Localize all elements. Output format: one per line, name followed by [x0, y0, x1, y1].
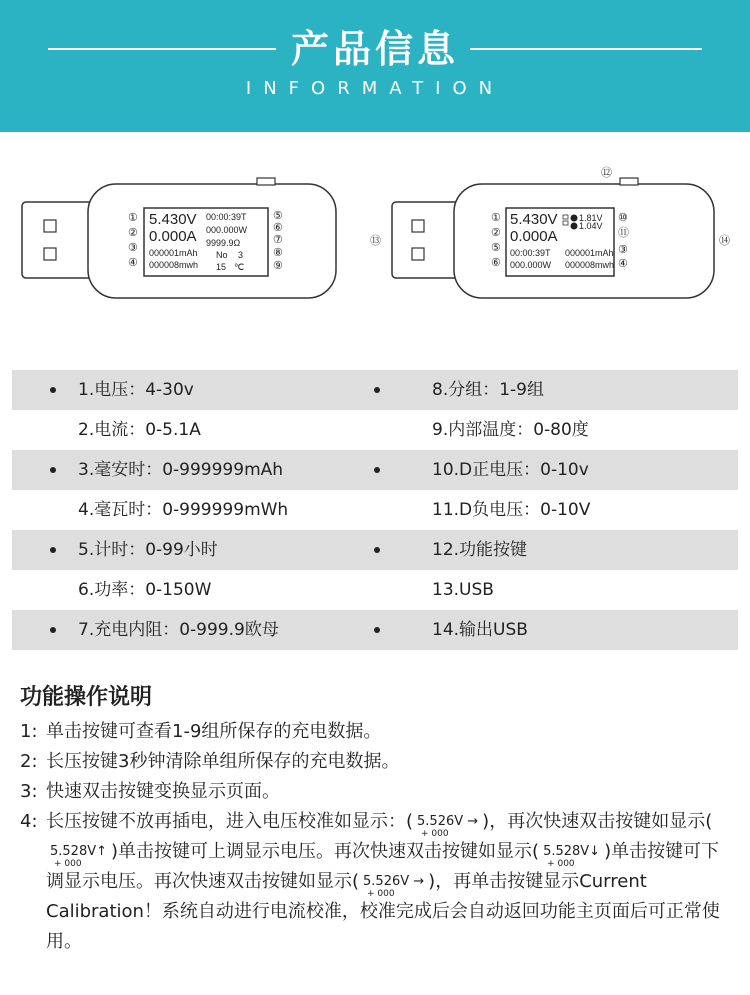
right-circle-2: ②	[491, 227, 501, 239]
left-group-value: 3	[238, 250, 244, 260]
left-circle-9: ⑨	[273, 260, 283, 272]
spec-right: 10.D正电压：0-10v	[432, 460, 589, 480]
instructions-heading: 功能操作说明	[20, 685, 153, 710]
spec-right: 8.分组：1-9组	[432, 380, 544, 400]
right-mwh: 000008mwh	[565, 260, 615, 270]
left-mwh: 000008mwh	[149, 260, 199, 270]
left-circle-5: ⑤	[273, 210, 283, 222]
spec-left: 6.功率：0-150W	[78, 580, 212, 600]
spec-left: 5.计时：0-99小时	[78, 540, 218, 560]
instruction-number: 1:	[20, 721, 38, 742]
right-voltage: 5.430V	[510, 211, 558, 228]
right-circle-10: ⑩	[618, 212, 628, 224]
spec-left: 2.电流：0-5.1A	[78, 420, 201, 440]
display-offset: + 000	[367, 889, 395, 899]
bullet-icon	[374, 547, 380, 553]
spec-row	[12, 490, 738, 530]
display-offset: + 000	[547, 859, 575, 869]
device-diagrams	[0, 160, 750, 340]
left-power: 000.000W	[206, 225, 248, 235]
left-resistance: 9999.9Ω	[206, 238, 241, 248]
right-circle-4: ④	[618, 258, 628, 270]
spec-right: 14.输出USB	[432, 620, 528, 640]
spec-row	[12, 370, 738, 410]
right-dplus: 1.81V	[579, 213, 603, 223]
display-sample	[46, 837, 111, 867]
spec-left: 7.充电内阻：0-999.9欧母	[78, 620, 279, 640]
left-time: 00:00:39T	[206, 212, 247, 222]
spec-left: 3.毫安时：0-999999mAh	[78, 460, 284, 480]
display-sample	[413, 807, 482, 837]
right-dminus: 1.04V	[579, 221, 603, 231]
right-circle-1: ①	[491, 212, 501, 224]
instruction-text-part: )，再单击按键显示Current Calibration！系统自动进行电流校准，校准完成后会自动返回功能主页面后可正常使用。	[46, 871, 720, 952]
right-circle-11: ⑪	[618, 227, 629, 239]
title-divider-left	[48, 48, 276, 50]
bullet-icon	[374, 467, 380, 473]
display-offset: + 000	[54, 859, 82, 869]
display-value: 5.528V↓	[543, 844, 601, 859]
right-circle-13: ⑬	[370, 235, 381, 247]
title-divider-right	[470, 48, 702, 50]
right-circle-3: ③	[618, 244, 628, 256]
spec-right: 9.内部温度：0-80度	[432, 420, 589, 440]
instruction-text: 单击按键可查看1-9组所保存的充电数据。	[46, 721, 382, 742]
left-current: 0.000A	[149, 228, 197, 245]
bullet-icon	[50, 627, 56, 633]
device-illustration	[0, 160, 750, 340]
right-power: 000.000W	[510, 260, 552, 270]
instruction-text-part: )单击按键可下调显示电压。再次快速双击按键如显示(	[46, 841, 720, 892]
page-subtitle: INFORMATION	[245, 78, 505, 99]
instruction-text-part: 长压按键不放再插电，进入电压校准如显示：(	[46, 811, 414, 832]
display-offset: + 000	[421, 829, 449, 839]
plus-icon	[571, 215, 578, 222]
instruction-item	[20, 807, 735, 957]
spec-table	[12, 370, 738, 650]
instruction-text: 快速双击按键变换显示页面。	[46, 781, 280, 802]
right-circle-6: ⑥	[491, 257, 501, 269]
right-circle-12: ⑫	[601, 167, 612, 179]
page-title: 产品信息	[290, 27, 459, 71]
instruction-item	[20, 747, 735, 777]
display-value: 5.526V →	[417, 814, 479, 829]
spec-right: 12.功能按键	[432, 540, 528, 560]
left-temp-value: 15	[216, 262, 227, 272]
instruction-text: 长压按键3秒钟清除单组所保存的充电数据。	[46, 751, 400, 772]
spec-right: 11.D负电压：0-10V	[432, 500, 591, 520]
device-left	[22, 178, 336, 298]
spec-row	[12, 450, 738, 490]
left-voltage: 5.430V	[149, 211, 197, 228]
left-circle-6: ⑥	[273, 222, 283, 234]
bullet-icon	[374, 627, 380, 633]
header-banner	[0, 0, 750, 132]
right-circle-14: ⑭	[719, 235, 730, 247]
left-circle-1: ①	[128, 212, 138, 224]
instruction-number: 3:	[20, 781, 38, 802]
bullet-icon	[50, 467, 56, 473]
bullet-icon	[374, 387, 380, 393]
spec-row	[12, 570, 738, 610]
spec-right: 13.USB	[432, 580, 494, 600]
spec-left: 4.毫瓦时：0-999999mWh	[78, 500, 289, 520]
left-temp-unit: ℃	[234, 262, 245, 272]
instruction-number: 4:	[20, 811, 38, 832]
display-sample	[359, 867, 428, 897]
spec-row	[12, 530, 738, 570]
display-value: 5.526V →	[363, 874, 425, 889]
right-time: 00:00:39T	[510, 248, 551, 258]
spec-row	[12, 410, 738, 450]
left-circle-4: ④	[128, 257, 138, 269]
spec-left: 1.电压：4-30v	[78, 380, 194, 400]
instruction-text-part: )单击按键可上调显示电压。再次快速双击按键如显示(	[111, 841, 540, 862]
instruction-item	[20, 717, 735, 747]
bullet-icon	[50, 547, 56, 553]
spec-row	[12, 610, 738, 650]
instructions-section	[20, 680, 735, 957]
right-circle-5: ⑤	[491, 242, 501, 254]
right-current: 0.000A	[510, 228, 558, 245]
minus-icon	[571, 223, 578, 230]
display-value: 5.528V↑	[50, 844, 108, 859]
display-sample	[539, 837, 604, 867]
bullet-icon	[50, 387, 56, 393]
right-mah: 000001mAh	[565, 248, 614, 258]
left-mah: 000001mAh	[149, 248, 198, 258]
instruction-text-part: )，再次快速双击按键如显示(	[482, 811, 713, 832]
device-right	[370, 166, 730, 298]
left-circle-2: ②	[128, 227, 138, 239]
left-group-label: No	[216, 250, 228, 260]
left-circle-8: ⑧	[273, 247, 283, 259]
left-circle-3: ③	[128, 242, 138, 254]
left-circle-7: ⑦	[273, 234, 283, 246]
instruction-number: 2:	[20, 751, 38, 772]
instruction-item	[20, 777, 735, 807]
